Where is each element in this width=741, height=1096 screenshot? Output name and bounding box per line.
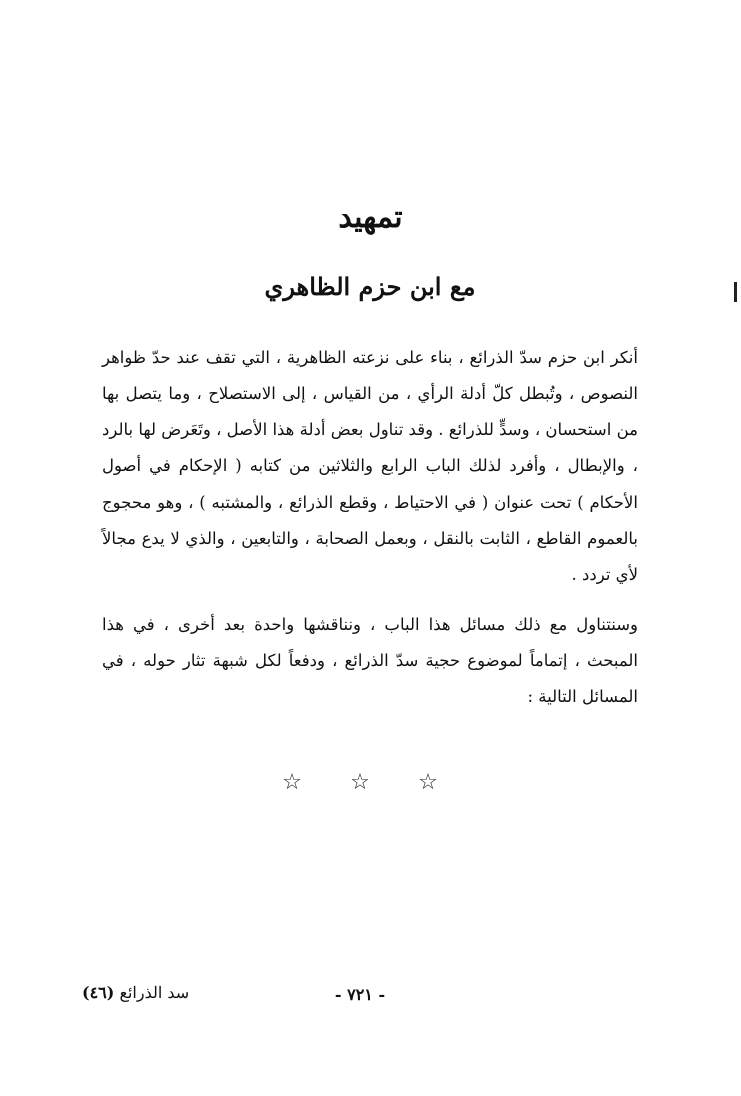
footer-book-reference xyxy=(82,983,189,1002)
page-number: - ٧٢١ - xyxy=(334,985,386,1004)
body-paragraph-2: وسنتناول مع ذلك مسائل هذا الباب ، ونناقشها واحدة بعد أخرى ، في هذا المبحث ، إتماماً لموضوع حجية سدّ الذرائع ، ودفعاً لكل شبهة تثار حوله ، في المسائل التالية : xyxy=(102,614,638,707)
section-subtitle: مع ابن حزم الظاهري xyxy=(264,272,476,301)
chapter-title: تمهيد xyxy=(338,200,403,235)
star-icon: ☆ xyxy=(350,770,370,795)
section-separator xyxy=(280,770,440,795)
body-paragraph-1: أنكر ابن حزم سدّ الذرائع ، بناء على نزعته الظاهرية ، التي تقف عند حدّ ظواهر النصوص ، وتُبطل كلّ أدلة الرأي ، من القياس ، إلى الاستصلاح ، وما يتصل بها من استحسان ، وسدٍّ للذرائع . وقد تناول بعض أدلة هذا الأصل ، وتَعَرض لها بالرد ، والإبطال ، وأفرد لذلك الباب الرابع والثلاثين من كتابه ( الإحكام في أصول الأحكام ) تحت عنوان ( في الاحتياط ، وقطع الذرائع ، والمشتبه ) ، وهو محجوج بالعموم القاطع ، الثابت بالنقل ، وبعمل الصحابة ، والتابعين ، والذي لا يدع مجالاً لأي تردد . xyxy=(102,347,638,585)
page-edge-mark xyxy=(734,282,737,302)
star-icon: ☆ xyxy=(282,770,302,795)
footer-book-title: سد الذرائع xyxy=(119,983,190,1002)
footer-volume-number: (٤٦) xyxy=(82,983,115,1002)
star-icon: ☆ xyxy=(418,770,438,795)
